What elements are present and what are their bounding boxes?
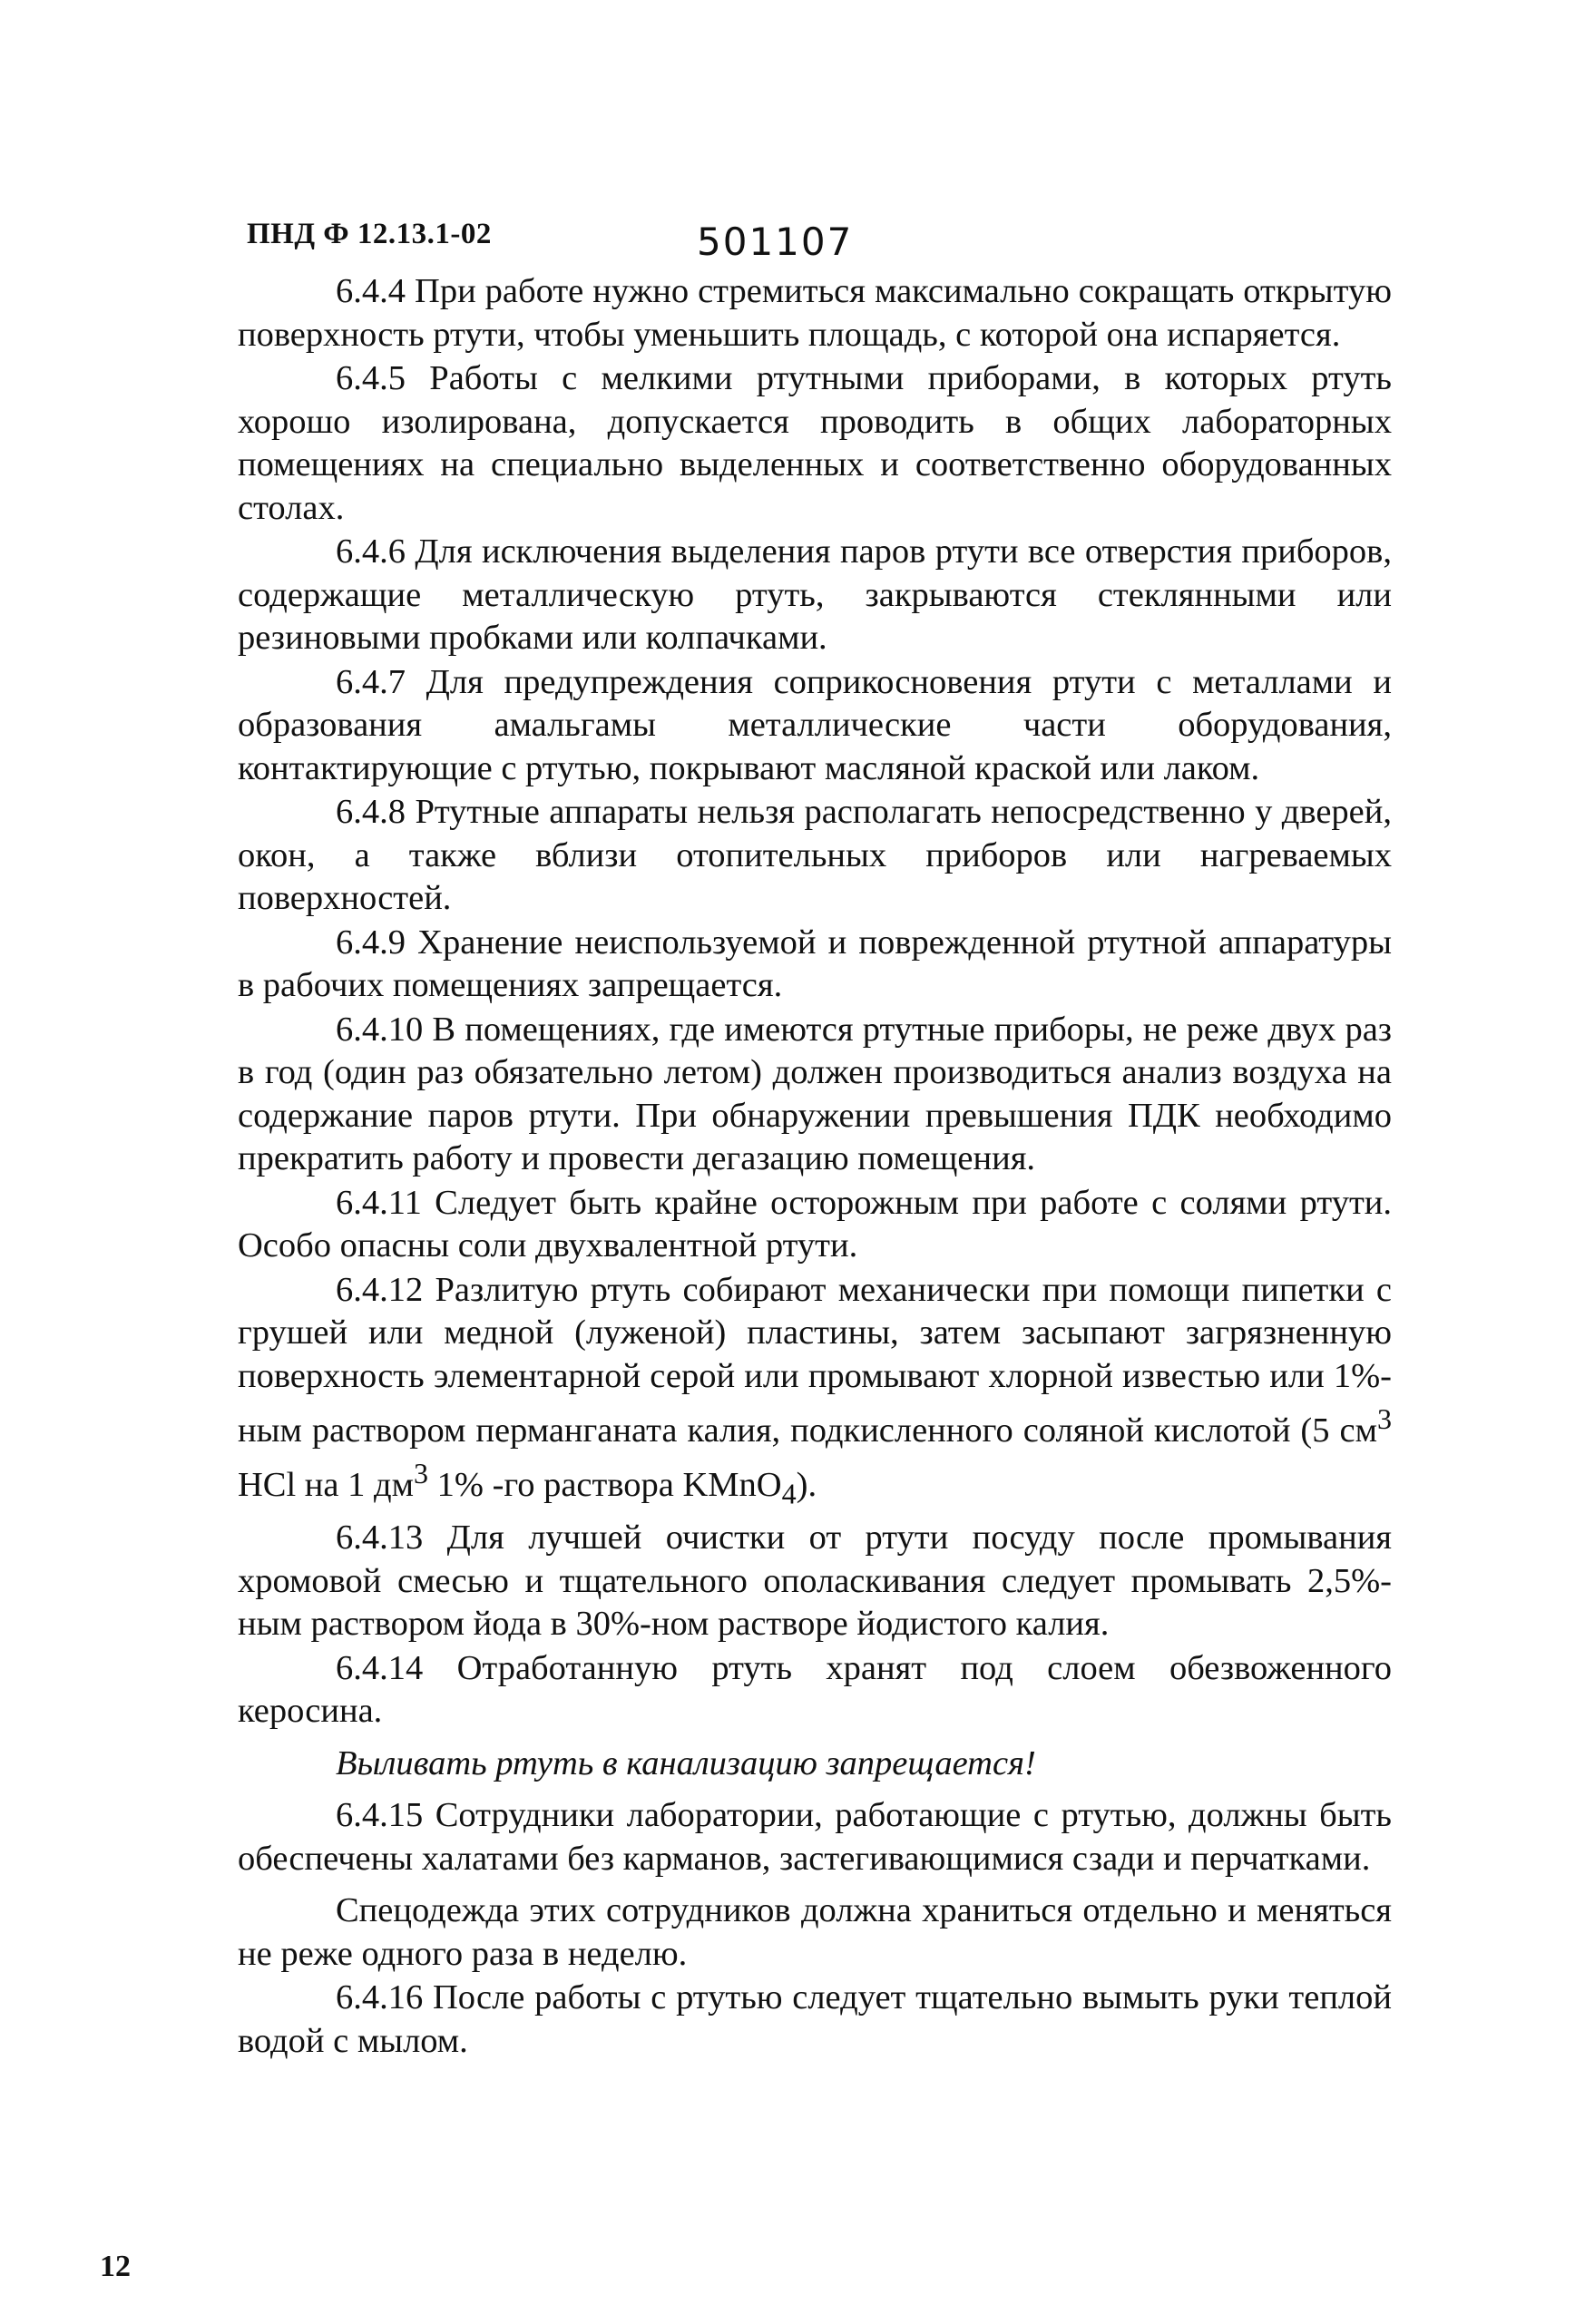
- paragraph-6-4-16: 6.4.16 После работы с ртутью следует тщательно вымыть руки теплой водой с мылом.: [238, 1978, 1392, 2060]
- paragraph-6-4-11: 6.4.11 Следует быть крайне осторожным при работе с солями ртути. Особо опасны соли двухвалентной ртути.: [238, 1183, 1392, 1265]
- p6412-sup-2: 3: [413, 1457, 428, 1490]
- paragraph-6-4-8: 6.4.8 Ртутные аппараты нельзя располагать непосредственно у дверей, окон, а также вблизи отопительных приборов или нагреваемых поверхностей.: [238, 793, 1392, 917]
- p6412-sub: 4: [781, 1477, 797, 1510]
- p6412-sup-1: 3: [1376, 1402, 1392, 1435]
- page-number: 12: [100, 2250, 131, 2283]
- paragraph-6-4-13: 6.4.13 Для лучшей очистки от ртути посуду после промывания хромовой смесью и тщательного ополаскивания следует промывать 2,5%-ным раствором йода в 30%-ном растворе йодистого калия.: [238, 1518, 1392, 1644]
- page-body: [238, 270, 1392, 2064]
- paragraph-6-4-9: 6.4.9 Хранение неиспользуемой и поврежденной ртутной аппаратуры в рабочих помещениях запрещается.: [238, 923, 1392, 1004]
- paragraph-6-4-15: 6.4.15 Сотрудники лаборатории, работающие с ртутью, должны быть обеспечены халатами без карманов, застегивающимися сзади и перчатками.: [238, 1796, 1392, 1878]
- paragraph-6-4-4: 6.4.4 При работе нужно стремиться максимально сокращать открытую поверхность ртути, чтобы уменьшить площадь, с которой она испаряется.: [238, 272, 1392, 354]
- paragraph-6-4-6: 6.4.6 Для исключения выделения паров ртути все отверстия приборов, содержащие металлическую ртуть, закрываются стеклянными или резиновыми пробками или колпачками.: [238, 532, 1392, 657]
- p6412-text-a: 6.4.12 Разлитую ртуть собирают механически при помощи пипетки с грушей или медной (луженой) пластины, затем засыпают загрязненную поверхность элементарной серой или промывают хлорной известью или 1%-ным раствором перманганата калия, подкисленного соляной кислотой (5 см: [238, 1270, 1392, 1450]
- document-code: ПНД Ф 12.13.1-02: [247, 218, 492, 250]
- p6412-text-b: HCl на 1 дм: [238, 1466, 414, 1505]
- document-number-stamp: 501107: [697, 220, 854, 264]
- warning-note: Выливать ртуть в канализацию запрещается!: [336, 1743, 1036, 1782]
- paragraph-workwear: Спецодежда этих сотрудников должна храниться отдельно и меняться не реже одного раза в неделю.: [238, 1891, 1392, 1973]
- paragraph-6-4-7: 6.4.7 Для предупреждения соприкосновения ртути с металлами и образования амальгамы металлические части оборудования, контактирующие с ртутью, покрывают масляной краской или лаком.: [238, 662, 1392, 787]
- p6412-text-c: 1% -го раствора KMnO: [428, 1466, 782, 1505]
- paragraph-6-4-14: 6.4.14 Отработанную ртуть хранят под слоем обезвоженного керосина.: [238, 1648, 1392, 1731]
- p6412-text-d: ).: [796, 1466, 817, 1505]
- paragraph-6-4-5: 6.4.5 Работы с мелкими ртутными приборами, в которых ртуть хорошо изолирована, допускается проводить в общих лабораторных помещениях на специально выделенных и соответственно оборудованных столах.: [238, 359, 1392, 527]
- paragraph-6-4-10: 6.4.10 В помещениях, где имеются ртутные приборы, не реже двух раз в год (один раз обязательно летом) должен производиться анализ воздуха на содержание паров ртути. При обнаружении превышения ПДК необходимо прекратить работу и провести дегазацию помещения.: [238, 1010, 1392, 1177]
- paragraph-6-4-12: [238, 1269, 1392, 1517]
